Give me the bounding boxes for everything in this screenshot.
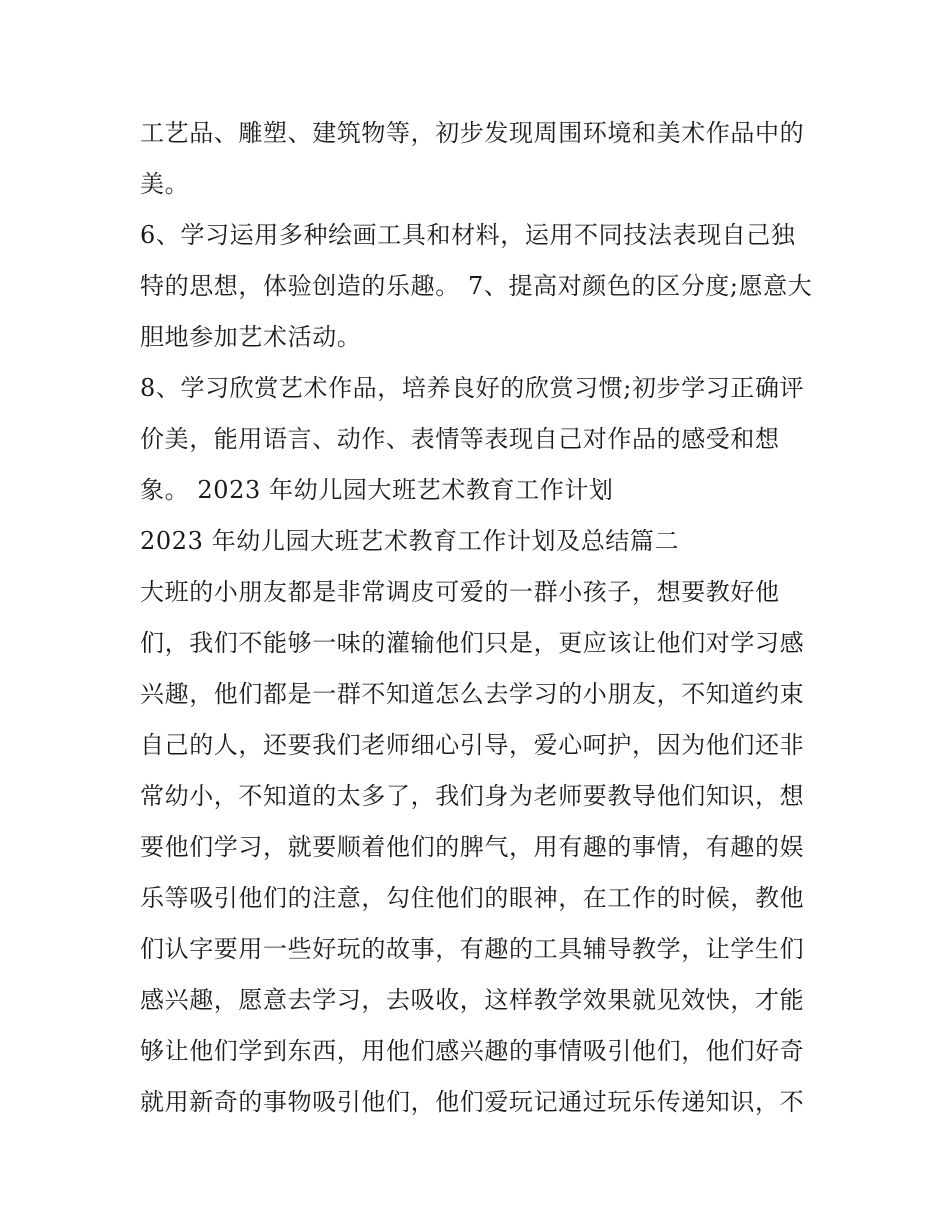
- text-line: 8、学习欣赏艺术作品，培养良好的欣赏习惯;初步学习正确评: [140, 374, 805, 402]
- text-line: 6、学习运用多种绘画工具和材料，运用不同技法表现自己独: [140, 221, 796, 249]
- text-line: 价美，能用语言、动作、表情等表现自己对作品的感受和想: [140, 425, 780, 453]
- text-line: 们认字要用一些好玩的故事，有趣的工具辅导教学，让学生们: [140, 935, 805, 963]
- text-line: 乐等吸引他们的注意，勾住他们的眼神，在工作的时候，教他: [140, 884, 805, 912]
- text-line: 兴趣，他们都是一群不知道怎么去学习的小朋友，不知道约束: [140, 680, 805, 708]
- text-line: 象。 2023 年幼儿园大班艺术教育工作计划: [140, 476, 614, 504]
- text-line: 自己的人，还要我们老师细心引导，爱心呵护，因为他们还非: [140, 731, 805, 759]
- section-heading: 2023 年幼儿园大班艺术教育工作计划及总结篇二: [140, 527, 680, 555]
- text-line: 们，我们不能够一味的灌输他们只是，更应该让他们对学习感: [140, 629, 805, 657]
- text-line: 工艺品、雕塑、建筑物等，初步发现周围环境和美术作品中的: [140, 119, 805, 147]
- text-line: 胆地参加艺术活动。: [140, 323, 362, 351]
- document-body: [140, 108, 820, 1128]
- text-line: 特的思想，体验创造的乐趣。 7、提高对颜色的区分度;愿意大: [140, 272, 813, 300]
- text-line: 感兴趣，愿意去学习，去吸收，这样教学效果就见效快，才能: [140, 986, 805, 1014]
- text-line: 美。: [140, 170, 190, 198]
- text-line: 大班的小朋友都是非常调皮可爱的一群小孩子，想要教好他: [140, 578, 780, 606]
- text-line: 要他们学习，就要顺着他们的脾气，用有趣的事情，有趣的娱: [140, 833, 805, 861]
- text-line: 常幼小，不知道的太多了，我们身为老师要教导他们知识，想: [140, 782, 805, 810]
- text-line: 够让他们学到东西，用他们感兴趣的事情吸引他们，他们好奇: [140, 1037, 805, 1065]
- text-line: 就用新奇的事物吸引他们，他们爱玩记通过玩乐传递知识，不: [140, 1088, 805, 1116]
